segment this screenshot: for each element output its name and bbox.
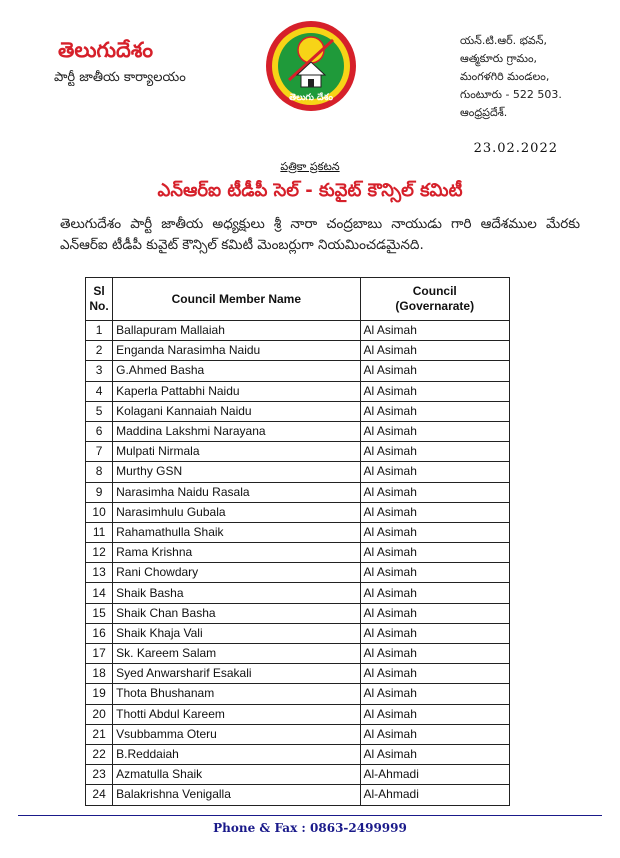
- sl-cell: 16: [86, 623, 113, 643]
- governarate-cell: Al Asimah: [360, 522, 509, 542]
- table-row: [86, 381, 510, 401]
- member-name-cell: Rani Chowdary: [113, 563, 360, 583]
- council-members-table: [85, 277, 510, 806]
- sl-cell: 9: [86, 482, 113, 502]
- governarate-cell: Al Asimah: [360, 321, 509, 341]
- governarate-cell: Al Asimah: [360, 603, 509, 623]
- governarate-cell: Al Asimah: [360, 341, 509, 361]
- table-row: [86, 603, 510, 623]
- party-logo: [265, 20, 357, 112]
- sl-cell: 3: [86, 361, 113, 381]
- table-row: [86, 421, 510, 441]
- table-row: [86, 765, 510, 785]
- governarate-cell: Al Asimah: [360, 543, 509, 563]
- governarate-cell: Al Asimah: [360, 724, 509, 744]
- member-name-cell: Narasimha Naidu Rasala: [113, 482, 360, 502]
- table-row: [86, 361, 510, 381]
- governarate-cell: Al Asimah: [360, 442, 509, 462]
- sl-cell: 21: [86, 724, 113, 744]
- table-row: [86, 583, 510, 603]
- member-name-cell: Sk. Kareem Salam: [113, 644, 360, 664]
- member-name-cell: Murthy GSN: [113, 462, 360, 482]
- member-name-cell: Syed Anwarsharif Esakali: [113, 664, 360, 684]
- governarate-cell: Al Asimah: [360, 381, 509, 401]
- governarate-cell: Al Asimah: [360, 704, 509, 724]
- member-name-header: Council Member Name: [113, 278, 360, 321]
- table-row: [86, 785, 510, 805]
- sl-cell: 5: [86, 401, 113, 421]
- logo-text: తెలుగు దేశం: [289, 93, 333, 103]
- press-date: 23.02.2022: [473, 141, 558, 156]
- table-row: [86, 321, 510, 341]
- footer-divider: [18, 815, 602, 816]
- sl-cell: 6: [86, 421, 113, 441]
- sl-cell: 18: [86, 664, 113, 684]
- sl-cell: 19: [86, 684, 113, 704]
- table-row: [86, 543, 510, 563]
- table-row: [86, 664, 510, 684]
- governarate-cell: Al Asimah: [360, 462, 509, 482]
- governarate-cell: Al Asimah: [360, 361, 509, 381]
- member-name-cell: Thotti Abdul Kareem: [113, 704, 360, 724]
- sl-cell: 10: [86, 502, 113, 522]
- member-name-cell: Thota Bhushanam: [113, 684, 360, 704]
- governarate-cell: Al Asimah: [360, 623, 509, 643]
- address-line: యన్.టి.ఆర్. భవన్,: [460, 34, 547, 47]
- member-name-cell: Kolagani Kannaiah Naidu: [113, 401, 360, 421]
- member-name-cell: Kaperla Pattabhi Naidu: [113, 381, 360, 401]
- governarate-cell: Al Asimah: [360, 664, 509, 684]
- table-row: [86, 724, 510, 744]
- member-name-cell: Azmatulla Shaik: [113, 765, 360, 785]
- governarate-header: Council (Governarate): [360, 278, 509, 321]
- governarate-cell: Al Asimah: [360, 563, 509, 583]
- document-title: ఎన్ఆర్ఐ టీడీపీ సెల్ - కువైట్ కౌన్సిల్ కమిటీ: [157, 180, 463, 201]
- governarate-cell: Al-Ahmadi: [360, 765, 509, 785]
- table-row: [86, 401, 510, 421]
- sl-cell: 15: [86, 603, 113, 623]
- governarate-cell: Al Asimah: [360, 502, 509, 522]
- member-name-cell: Shaik Basha: [113, 583, 360, 603]
- table-row: [86, 482, 510, 502]
- table-row: [86, 744, 510, 764]
- table-row: [86, 623, 510, 643]
- sl-cell: 14: [86, 583, 113, 603]
- table-row: [86, 644, 510, 664]
- governarate-cell: Al Asimah: [360, 644, 509, 664]
- member-name-cell: Rama Krishna: [113, 543, 360, 563]
- table-row: [86, 684, 510, 704]
- member-name-cell: Narasimhulu Gubala: [113, 502, 360, 522]
- member-name-cell: G.Ahmed Basha: [113, 361, 360, 381]
- sl-cell: 24: [86, 785, 113, 805]
- table-row: [86, 341, 510, 361]
- member-name-cell: Balakrishna Venigalla: [113, 785, 360, 805]
- address-line: ఆంధ్రప్రదేశ్.: [460, 106, 508, 119]
- sl-no-header: Sl No.: [86, 278, 113, 321]
- table-row: [86, 462, 510, 482]
- table-row: [86, 522, 510, 542]
- governarate-cell: Al Asimah: [360, 583, 509, 603]
- table-row: [86, 442, 510, 462]
- table-header-row: [86, 278, 510, 321]
- governarate-cell: Al Asimah: [360, 744, 509, 764]
- member-name-cell: Shaik Khaja Vali: [113, 623, 360, 643]
- sl-cell: 12: [86, 543, 113, 563]
- address-line: గుంటూరు - 522 503.: [460, 88, 562, 101]
- table-row: [86, 502, 510, 522]
- sl-cell: 13: [86, 563, 113, 583]
- sl-cell: 7: [86, 442, 113, 462]
- member-name-cell: Enganda Narasimha Naidu: [113, 341, 360, 361]
- party-name: తెలుగుదేశం: [58, 38, 154, 62]
- address-line: ఆత్మకూరు గ్రామం,: [460, 52, 538, 65]
- governarate-cell: Al Asimah: [360, 421, 509, 441]
- sl-cell: 23: [86, 765, 113, 785]
- member-name-cell: Maddina Lakshmi Narayana: [113, 421, 360, 441]
- table-row: [86, 563, 510, 583]
- sl-cell: 2: [86, 341, 113, 361]
- member-name-cell: Shaik Chan Basha: [113, 603, 360, 623]
- sl-cell: 8: [86, 462, 113, 482]
- party-office-label: పార్టీ జాతీయ కార్యాలయం: [54, 70, 186, 85]
- governarate-cell: Al-Ahmadi: [360, 785, 509, 805]
- office-address: [460, 32, 562, 122]
- sl-cell: 1: [86, 321, 113, 341]
- address-line: మంగళగిరి మండలం,: [460, 70, 550, 83]
- sl-cell: 4: [86, 381, 113, 401]
- member-name-cell: Mulpati Nirmala: [113, 442, 360, 462]
- table-row: [86, 704, 510, 724]
- sl-cell: 22: [86, 744, 113, 764]
- sl-cell: 11: [86, 522, 113, 542]
- intro-paragraph: తెలుగుదేశం పార్టీ జాతీయ అధ్యక్షులు శ్రీ నారా చంద్రబాబు నాయుడు గారి ఆదేశముల మేరకు ఎన్ఆర్ఐ టీడీపీ కువైట్ కౌన్సిల్ కమిటీ మెంబర్లుగా నియమించడమైనది.: [60, 216, 580, 253]
- governarate-cell: Al Asimah: [360, 684, 509, 704]
- press-release-label: పత్రికా ప్రకటన: [280, 160, 340, 173]
- footer-contact: Phone & Fax : 0863-2499999: [213, 821, 407, 835]
- sl-cell: 17: [86, 644, 113, 664]
- governarate-cell: Al Asimah: [360, 401, 509, 421]
- member-name-cell: Vsubbamma Oteru: [113, 724, 360, 744]
- sl-cell: 20: [86, 704, 113, 724]
- member-name-cell: Ballapuram Mallaiah: [113, 321, 360, 341]
- member-name-cell: B.Reddaiah: [113, 744, 360, 764]
- member-name-cell: Rahamathulla Shaik: [113, 522, 360, 542]
- governarate-cell: Al Asimah: [360, 482, 509, 502]
